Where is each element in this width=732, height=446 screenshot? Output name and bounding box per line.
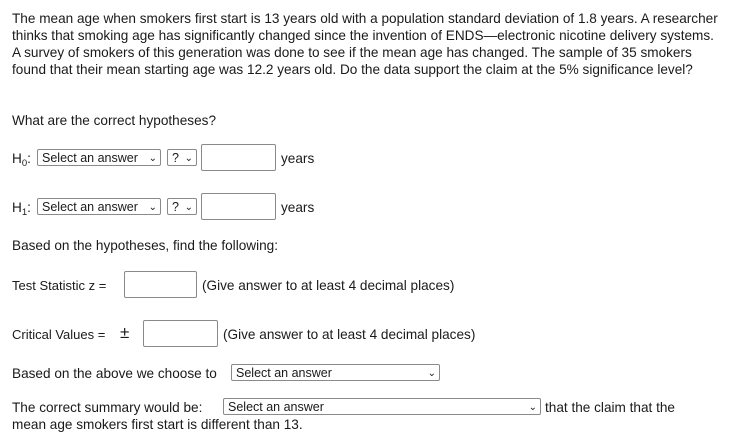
h1-value-input[interactable] (201, 193, 276, 220)
h1-label (12, 199, 31, 218)
h1-parameter-value: Select an answer (42, 200, 138, 214)
plus-minus-symbol: ± (120, 323, 130, 342)
chevron-down-icon: ⌄ (148, 153, 157, 164)
h0-operator-select[interactable] (167, 149, 197, 166)
h0-unit: years (281, 151, 315, 166)
h1-subscript: 1 (21, 207, 28, 218)
chevron-down-icon: ⌄ (427, 368, 436, 379)
h0-parameter-select[interactable] (37, 149, 161, 166)
summary-value: Select an answer (228, 400, 324, 414)
h0-operator-value: ? (172, 151, 179, 165)
h1-operator-select[interactable] (167, 198, 197, 215)
h0-subscript: 0 (21, 158, 28, 169)
h1-parameter-select[interactable] (37, 198, 161, 215)
critical-values-input[interactable] (143, 320, 218, 347)
critical-values-hint: (Give answer to at least 4 decimal places) (223, 327, 476, 342)
decision-select[interactable] (231, 364, 440, 381)
find-prompt: Based on the hypotheses, find the following: (12, 238, 279, 253)
h1-letter: H (12, 200, 22, 215)
h1-operator-value: ? (172, 200, 179, 214)
h0-value-input[interactable] (201, 144, 276, 171)
chevron-down-icon: ⌄ (148, 202, 157, 213)
summary-label: The correct summary would be: (12, 400, 203, 415)
hypotheses-prompt: What are the correct hypotheses? (12, 113, 217, 128)
critical-values-label: Critical Values = (12, 327, 106, 342)
h1-colon: : (27, 200, 31, 215)
decision-value: Select an answer (236, 366, 332, 380)
summary-select[interactable] (223, 398, 541, 415)
problem-statement: The mean age when smokers first start is 13 years old with a population standard deviation of 1.8 years. A researcher thinks that smoking age has significantly changed since the invention of ENDS—electronic nicotine delivery systems. A survey of smokers of this generation was done to see if the mean age has changed. The sample of 35 smokers found that their mean starting age was 12.2 years old. Do the data support the claim at the 5% significance level? (12, 11, 718, 77)
chevron-down-icon: ⌄ (528, 402, 537, 413)
h1-unit: years (281, 200, 315, 215)
h0-label (12, 150, 31, 169)
decision-label: Based on the above we choose to (12, 366, 217, 381)
h0-letter: H (12, 151, 22, 166)
h0-colon: : (27, 151, 31, 166)
h0-parameter-value: Select an answer (42, 151, 138, 165)
chevron-down-icon: ⌄ (184, 153, 193, 164)
summary-suffix-line2: mean age smokers first start is different than 13. (12, 417, 303, 432)
summary-suffix-line1: that the claim that the (545, 400, 675, 415)
chevron-down-icon: ⌄ (184, 202, 193, 213)
test-statistic-input[interactable] (124, 271, 197, 298)
test-statistic-label: Test Statistic z = (12, 278, 107, 293)
test-statistic-hint: (Give answer to at least 4 decimal places) (202, 278, 455, 293)
